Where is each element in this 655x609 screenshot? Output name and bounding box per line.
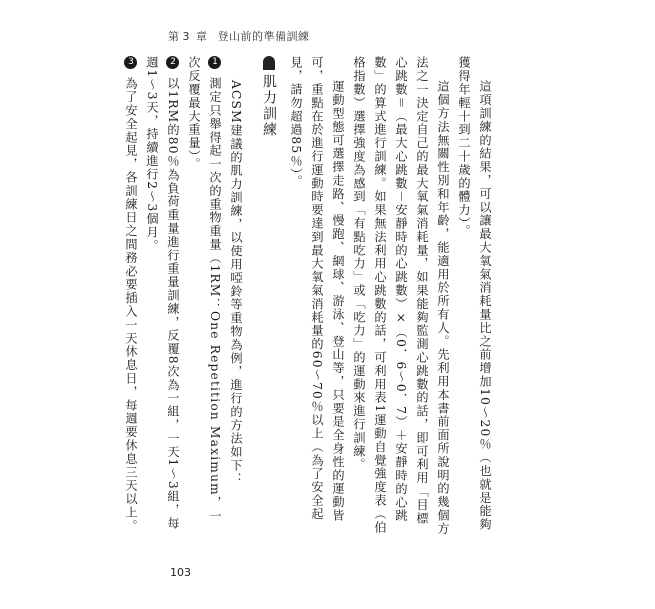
numbered-item-1 [183,56,225,536]
chapter-title: 登山前的準備訓練 [217,30,310,43]
section-intro: ACSM建議的肌力訓練，以使用啞鈴等重物為例，進行的方法如下： [229,80,243,486]
page-number: 103 [170,566,191,579]
number-badge-icon: 3 [126,56,136,69]
body-paragraph-1: 這項訓練的結果，可以讓最大氧氣消耗量比之前增加10～20％（也就是能夠獲得年輕十到二十歲的體力）。 [457,56,492,532]
numbered-item-text: 為了安全起見，各訓練日之間務必要插入一天休息日，每週要休息三天以上。 [124,77,138,533]
chapter-number: 3 [182,30,190,43]
heading-marker-icon [263,56,275,70]
numbered-item-2 [141,56,183,536]
numbered-item-text: 以1RM的80％為負荷重量進行重量訓練，反覆8次為一組，一天1～3組，每週1～3天，持續進行2～3個月。 [145,56,180,530]
number-badge-icon: 1 [210,56,220,69]
section-heading [258,56,279,536]
chapter-prefix: 第 [168,30,180,43]
chapter-suffix: 章 [196,30,208,43]
section-heading-text: 肌力訓練 [261,74,277,138]
number-badge-icon: 2 [168,56,178,69]
vertical-body-text [124,56,495,536]
numbered-item-3 [120,56,141,536]
body-paragraph-2: 這個方法無關性別和年齡，能適用於所有人。先利用本書前面所說明的幾個方法之一決定自己的最大氧氣消耗量，如果能夠監測心跳數的話，即可利用「目標心跳數＝（最大心跳數－安靜時的心跳數）×（0．6～0．7）＋安靜時的心跳數」的算式進行訓練。如果無法利用心跳數的話，可利用表1運動自覺強度表（伯格指數）選擇強度為感到「有點吃力」或「吃力」的運動來進行訓練。 [352,56,450,536]
numbered-item-text: 測定只舉得起一次的重物重量（1RM：One Repetition Maximum，一次反覆最大重量）。 [187,56,222,523]
body-paragraph-3: 運動型態可選擇走路、慢跑、網球、游泳、登山等，只要是全身性的運動皆可，重點在於進行運動時要達到最大氧氣消耗量的60～70％以上（為了安全起見，請勿超過85％）。 [289,56,345,523]
running-header [168,28,310,44]
